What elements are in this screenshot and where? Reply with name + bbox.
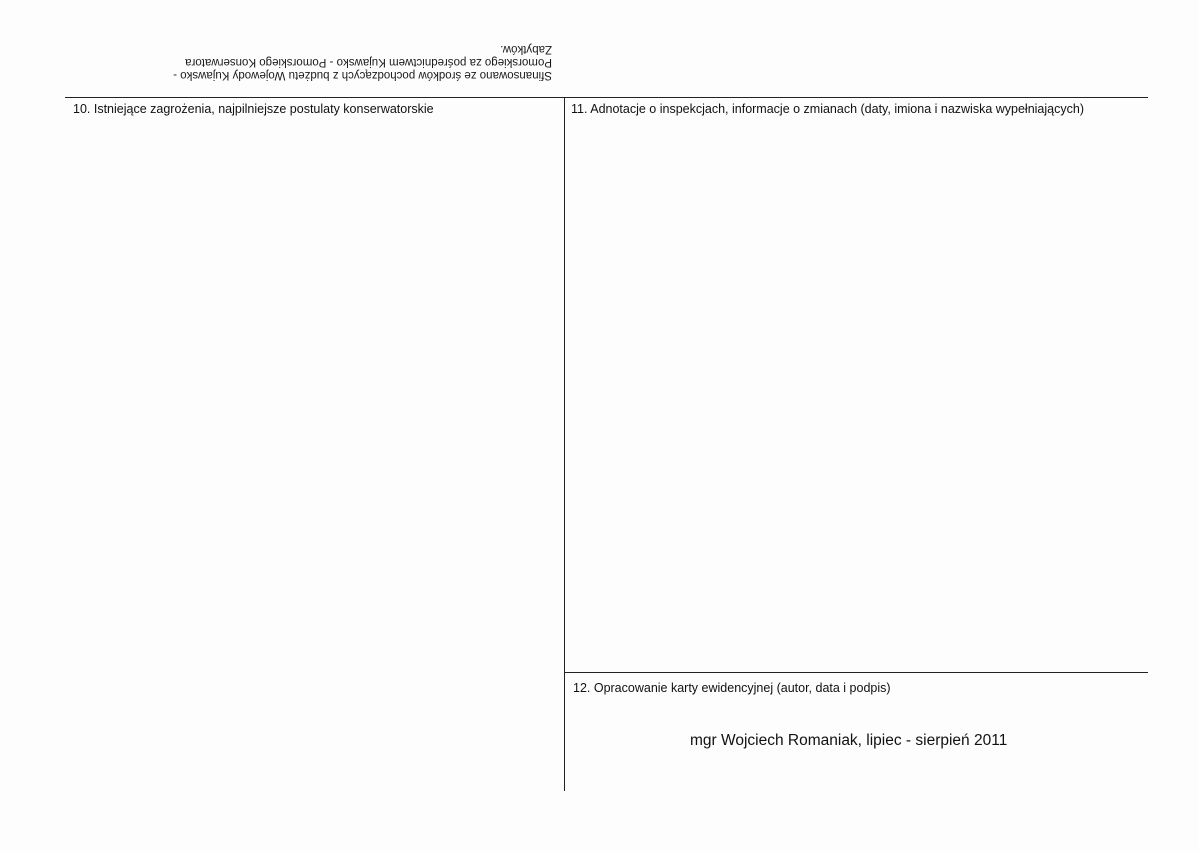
section-12-divider xyxy=(564,672,1148,673)
section-12-title: 12. Opracowanie karty ewidencyjnej (autor, data i podpis) xyxy=(573,681,891,695)
form-top-divider xyxy=(65,97,1148,98)
form-column-divider xyxy=(564,97,565,791)
section-11-title: 11. Adnotacje o inspekcjach, informacje o zmianach (daty, imiona i nazwiska wypełniających) xyxy=(571,102,1084,116)
section-11-content-area xyxy=(566,120,1148,670)
funding-note-line: Sfinansowano ze środków pochodzących z budżetu Wojewody Kujawsko - xyxy=(173,69,552,81)
section-12-author-entry: mgr Wojciech Romaniak, lipiec - sierpień 2011 xyxy=(690,732,1008,749)
funding-note-upside-down xyxy=(112,42,552,81)
funding-note-line: Zabytków. xyxy=(500,43,552,55)
section-10-title: 10. Istniejące zagrożenia, najpilniejsze postulaty konserwatorskie xyxy=(73,102,434,116)
funding-note-line: Pomorskiego za pośrednictwem Kujawsko - Pomorskiego Konserwatora xyxy=(185,56,552,68)
section-10-content-area xyxy=(66,120,562,790)
